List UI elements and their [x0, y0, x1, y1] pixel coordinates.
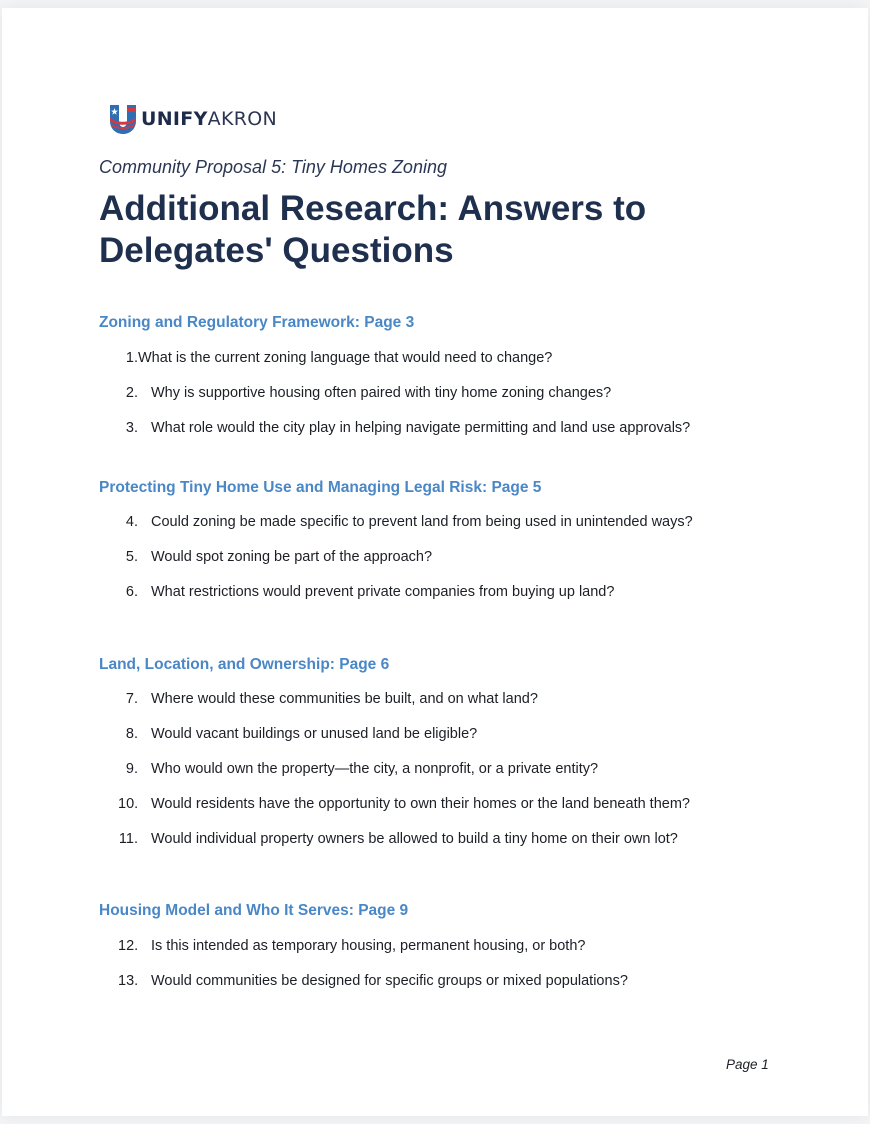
question-item — [118, 350, 552, 366]
question-item — [118, 691, 538, 707]
logo-wordmark-bold: UNIFY — [141, 107, 208, 130]
logo-wordmark-light: AKRON — [207, 107, 277, 130]
unifyakron-logo — [108, 104, 277, 134]
section-heading: Zoning and Regulatory Framework: Page 3 — [99, 314, 415, 331]
question-item — [118, 549, 432, 565]
question-item — [118, 514, 693, 530]
section-heading: Protecting Tiny Home Use and Managing Legal Risk: Page 5 — [99, 479, 542, 496]
question-item — [118, 973, 628, 989]
question-item — [118, 726, 477, 742]
question-item — [118, 761, 598, 777]
question-text: Is this intended as temporary housing, permanent housing, or both? — [151, 938, 586, 954]
question-number: 8. — [125, 726, 138, 742]
question-number: 13. — [118, 973, 139, 989]
document-subtitle: Community Proposal 5: Tiny Homes Zoning — [99, 157, 447, 177]
question-number: 1. — [125, 350, 138, 366]
logo-wordmark — [141, 107, 277, 130]
page-number: Page 1 — [726, 1057, 769, 1072]
question-text: Would residents have the opportunity to own their homes or the land beneath them? — [151, 796, 690, 812]
question-number: 10. — [118, 796, 139, 812]
question-text: Where would these communities be built, and on what land? — [151, 691, 538, 707]
question-item — [118, 796, 690, 812]
question-number: 2. — [125, 385, 138, 401]
question-number: 9. — [125, 761, 138, 777]
question-text: Could zoning be made specific to prevent land from being used in unintended ways? — [151, 514, 693, 530]
question-text: What role would the city play in helping navigate permitting and land use approvals? — [151, 420, 691, 436]
section-heading: Housing Model and Who It Serves: Page 9 — [99, 902, 409, 919]
question-number: 7. — [125, 691, 138, 707]
question-text: Who would own the property—the city, a nonprofit, or a private entity? — [151, 761, 599, 777]
question-text: Would individual property owners be allowed to build a tiny home on their own lot? — [151, 831, 678, 847]
question-number: 5. — [125, 549, 138, 565]
question-number: 11. — [118, 831, 138, 847]
question-item — [118, 420, 690, 436]
shield-flag-icon — [108, 104, 138, 134]
question-number: 3. — [125, 420, 138, 436]
question-text: What is the current zoning language that would need to change? — [138, 350, 553, 366]
question-item — [118, 385, 611, 401]
section-heading: Land, Location, and Ownership: Page 6 — [99, 656, 390, 673]
question-number: 4. — [125, 514, 138, 530]
question-item — [118, 584, 614, 600]
question-item — [118, 831, 678, 847]
question-text: Would vacant buildings or unused land be eligible? — [151, 726, 478, 742]
question-text: What restrictions would prevent private companies from buying up land? — [151, 584, 615, 600]
document-title: Additional Research: Answers to Delegates' Questions — [99, 189, 647, 270]
question-number: 12. — [118, 938, 139, 954]
question-text: Why is supportive housing often paired with tiny home zoning changes? — [151, 385, 612, 401]
question-item — [118, 938, 585, 954]
question-number: 6. — [125, 584, 138, 600]
question-text: Would spot zoning be part of the approach? — [151, 549, 433, 565]
question-text: Would communities be designed for specific groups or mixed populations? — [151, 973, 628, 989]
